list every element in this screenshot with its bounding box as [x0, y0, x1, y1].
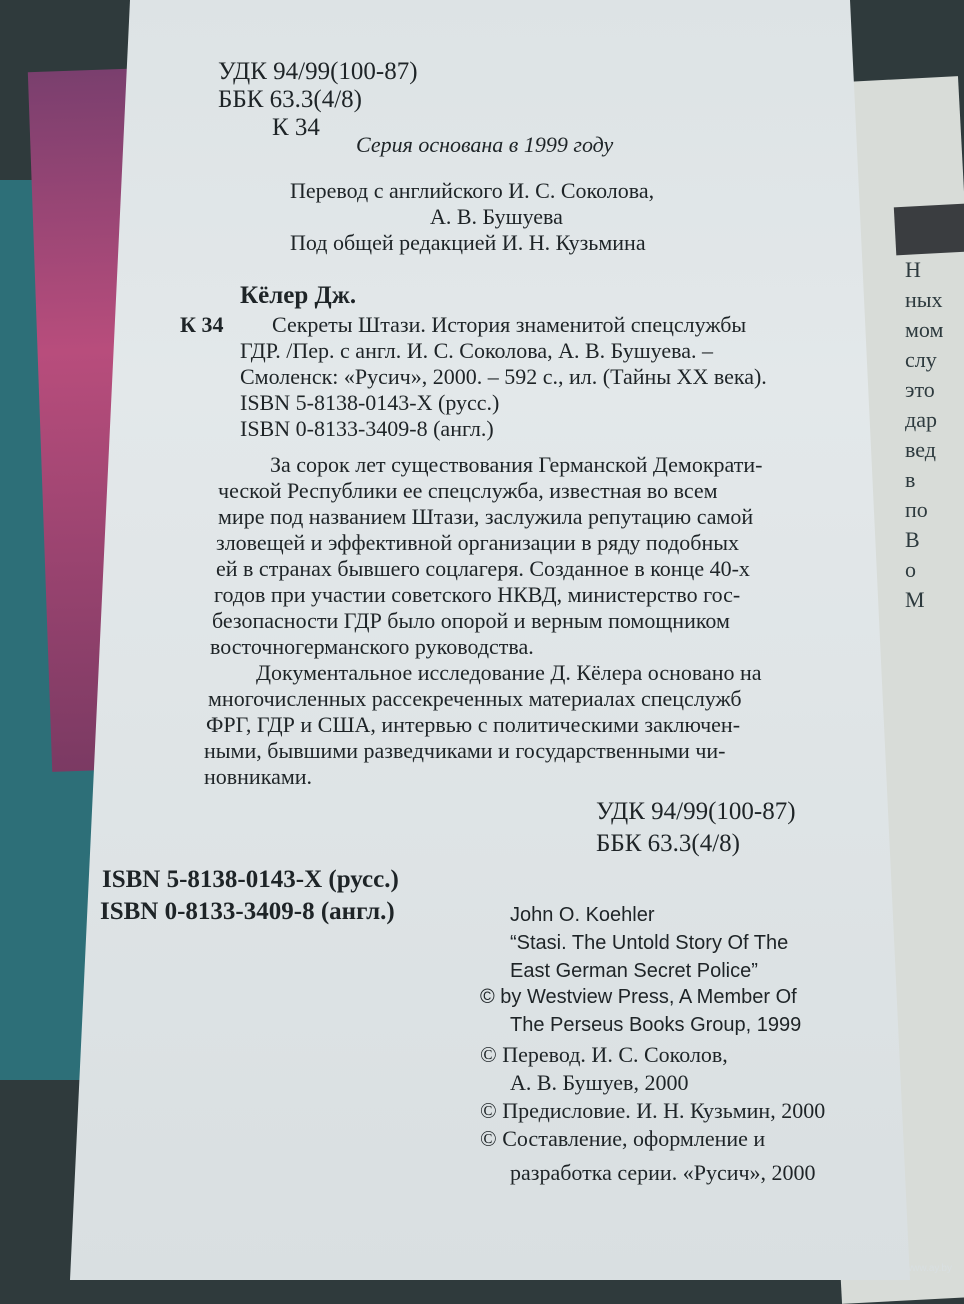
adjacent-line: вед [905, 437, 936, 462]
adjacent-line: ных [905, 287, 943, 312]
translation-credit: Перевод с английского И. С. Соколова, [290, 178, 655, 203]
editor-credit: Под общей редакцией И. Н. Кузьмина [290, 230, 646, 255]
catalog-code-side: К 34 [180, 312, 224, 337]
author-name: Кёлер Дж. [240, 282, 357, 309]
adjacent-line: в [905, 467, 916, 492]
footer-isbn-english: ISBN 0-8133-3409-8 (англ.) [100, 898, 395, 925]
footer-udk-code: УДК 94/99(100-87) [596, 798, 796, 825]
abstract-line: ными, бывшими разведчиками и государственными чи- [204, 738, 726, 763]
copyright-line: разработка серии. «Русич», 2000 [510, 1160, 816, 1185]
abstract-line: восточногерманского руководства. [210, 634, 534, 659]
adjacent-line: Н [905, 257, 921, 282]
original-title: “Stasi. The Untold Story Of The [510, 932, 789, 954]
adjacent-line: В [905, 527, 920, 552]
copyright-line: © Предисловие. И. Н. Кузьмин, 2000 [480, 1098, 826, 1123]
watermark: www.ay.by [904, 1263, 952, 1274]
original-author: John O. Koehler [510, 904, 655, 926]
adjacent-line: о [905, 557, 916, 582]
copyright-line: © Перевод. И. С. Соколов, [480, 1042, 728, 1067]
copyright-line: The Perseus Books Group, 1999 [510, 1014, 802, 1036]
catalog-desc-line: Смоленск: «Русич», 2000. – 592 с., ил. (Тайны XX века). [240, 364, 767, 389]
adjacent-line: мом [905, 317, 944, 342]
abstract-line: ческой Республики ее спецслужба, известная во всем [218, 478, 718, 503]
series-note: Серия основана в 1999 году [356, 132, 614, 157]
abstract-line: многочисленных рассекреченных материалах спецслужб [208, 686, 742, 711]
catalog-code: К 34 [272, 114, 320, 141]
copyright-line: © Составление, оформление и [480, 1126, 766, 1151]
abstract-line: годов при участии советского НКВД, министерство гос- [214, 582, 741, 607]
catalog-desc-line: ГДР. /Пер. с англ. И. С. Соколова, А. В. Бушуева. – [240, 338, 714, 363]
isbn-russian: ISBN 5-8138-0143-X (русс.) [240, 390, 500, 415]
footer-bbk-code: ББК 63.3(4/8) [596, 830, 740, 857]
copyright-line: © by Westview Press, A Member Of [480, 986, 797, 1008]
abstract-line: новниками. [204, 764, 313, 789]
adjacent-page-header-bar [894, 203, 964, 256]
udk-code: УДК 94/99(100-87) [218, 58, 418, 85]
adjacent-line: по [905, 497, 928, 522]
footer-isbn-russian: ISBN 5-8138-0143-X (русс.) [102, 866, 399, 893]
copyright-line: А. В. Бушуев, 2000 [510, 1070, 689, 1095]
adjacent-page-text [905, 255, 964, 615]
original-title-cont: East German Secret Police” [510, 960, 758, 982]
abstract-line: За сорок лет существования Германской Демократи- [270, 452, 763, 477]
translation-credit-cont: А. В. Бушуева [430, 204, 563, 229]
adjacent-line: это [905, 377, 935, 402]
bbk-code: ББК 63.3(4/8) [218, 86, 362, 113]
abstract-line: мире под названием Штази, заслужила репутацию самой [218, 504, 754, 529]
catalog-desc-line: Секреты Штази. История знаменитой спецслужбы [272, 312, 747, 337]
abstract-line: безопасности ГДР было опорой и верным помощником [212, 608, 730, 633]
adjacent-line: слу [905, 347, 937, 372]
abstract-line: Документальное исследование Д. Кёлера основано на [256, 660, 762, 685]
adjacent-line: М [905, 587, 925, 612]
isbn-english: ISBN 0-8133-3409-8 (англ.) [240, 416, 494, 441]
abstract-line: ей в странах бывшего соцлагеря. Созданное в конце 40-х [216, 556, 750, 581]
abstract-line: ФРГ, ГДР и США, интервью с политическими заключен- [206, 712, 741, 737]
abstract-line: зловещей и эффективной организации в ряду подобных [216, 530, 740, 555]
adjacent-line: дар [905, 407, 937, 432]
